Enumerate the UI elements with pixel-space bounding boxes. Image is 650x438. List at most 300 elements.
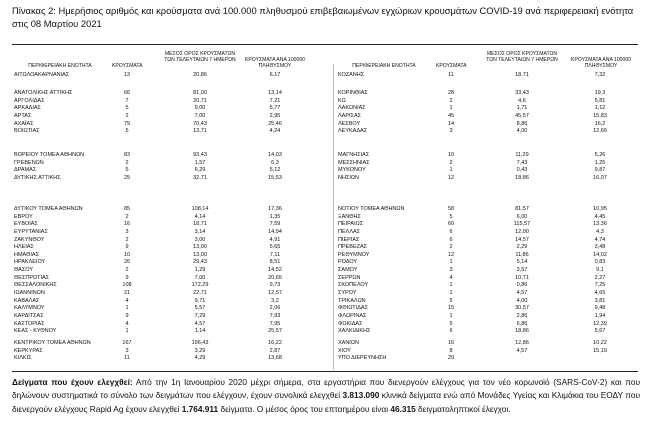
table-row (12, 259, 332, 267)
cell-name: ΣΥΡΟΥ (338, 290, 357, 297)
cell-name: ΙΩΑΝΝΙΝΩΝ (14, 290, 45, 297)
cell-rate: 1,25 (594, 159, 606, 166)
cell-name: ΞΑΝΘΗΣ (338, 213, 361, 220)
cell-cases: 1 (449, 282, 453, 289)
row-group (334, 90, 638, 136)
cell-rate: 0,83 (594, 259, 606, 266)
cell-rate: 16,22 (268, 340, 282, 346)
footer-weekly-mean: 46.315 (390, 403, 416, 414)
cell-mean: 4,6 (518, 97, 526, 104)
cell-name: ΣΕΡΡΩΝ (338, 274, 361, 281)
cell-name: ΚΑΛΥΜΝΟΥ (14, 305, 45, 312)
cell-rate: 3,2 (271, 297, 279, 304)
cell-mean: 1,29 (194, 267, 206, 274)
table-row (12, 355, 332, 363)
table-row (334, 252, 638, 260)
cell-rate: 5,81 (594, 97, 606, 104)
table-row (12, 313, 332, 321)
cell-cases: 79 (123, 120, 131, 127)
cell-mean: 7,43 (516, 159, 528, 166)
cell-rate: 7,93 (269, 312, 281, 319)
table-header-left (12, 50, 332, 72)
cell-mean: 93,43 (193, 152, 207, 158)
cell-cases: 58 (447, 206, 455, 212)
cell-rate: 7,25 (594, 282, 606, 289)
cell-cases: 25 (123, 174, 131, 181)
cell-cases: 5 (449, 297, 453, 304)
table-row (12, 348, 332, 356)
cell-name: ΤΡΙΚΑΛΩΝ (338, 297, 366, 304)
table-title: Πίνακας 2: Ημερήσιος αριθμός και κρούσματα ανά 100.000 πληθυσμού επιβεβαιωμένων εγχώριων κρουσμάτων COVID-19 ανά περιφερειακή ενότητα στις 08 Μαρτίου 2021 (12, 5, 634, 29)
cell-cases: 4 (449, 274, 453, 281)
cell-rate: 14,03 (268, 152, 282, 158)
cell-mean: 20,71 (193, 97, 207, 104)
cell-cases: 83 (123, 152, 131, 158)
table-row (334, 321, 638, 329)
table-row (12, 113, 332, 121)
row-group (334, 340, 638, 363)
cell-name: ΑΝΑΤΟΛΙΚΗΣ ΑΤΤΙΚΗΣ (14, 90, 73, 96)
cell-rate: 8,51 (269, 259, 281, 266)
cell-cases: 5 (449, 320, 453, 327)
cell-mean: 0,43 (516, 167, 528, 174)
cell-mean: 13,00 (193, 251, 207, 258)
cell-mean: 4,00 (516, 128, 528, 135)
cell-mean: 115,57 (513, 221, 531, 228)
cell-name: ΠΙΕΡΙΑΣ (338, 236, 360, 243)
cell-mean: 9,71 (194, 297, 206, 304)
cell-mean: 14,57 (515, 236, 529, 243)
cell-name: ΔΡΑΜΑΣ (14, 167, 37, 174)
cell-mean: 22,71 (193, 290, 207, 297)
cell-mean: 12,00 (515, 228, 529, 235)
cell-name: ΛΕΥΚΑΔΑΣ (338, 128, 368, 135)
cell-rate: 1,12 (594, 105, 606, 112)
cell-cases: 1 (449, 312, 453, 319)
cell-name: ΡΕΘΥΜΝΟΥ (338, 251, 370, 258)
cell-mean: 32,71 (193, 174, 207, 181)
footer-total-tests: 3.813.090 (342, 390, 380, 401)
cell-name: ΘΑΣΟΥ (14, 267, 34, 274)
cell-name: ΔΥΤΙΚΟΥ ΤΟΜΕΑ ΑΘΗΝΩΝ (14, 206, 83, 212)
cell-cases: 1 (449, 105, 453, 112)
title-divider (12, 44, 638, 45)
cell-cases: 9 (125, 312, 129, 319)
table-row (334, 221, 638, 229)
table-row (12, 229, 332, 237)
cell-name: ΡΟΔΟΥ (338, 259, 358, 266)
cell-mean: 3,00 (194, 236, 206, 243)
cell-mean: 3,57 (516, 267, 528, 274)
table-row (334, 175, 638, 183)
row-group (12, 206, 332, 336)
cell-name: ΦΘΙΩΤΙΔΑΣ (338, 305, 368, 312)
cell-name: ΦΛΩΡΙΝΑΣ (338, 312, 367, 319)
footer-text-2: κλινικά δείγματα ενώ από Μονάδες Υγείας και Κλιμάκια του ΕΟΔΥ που διενεργούν ελέγχους Rapid Ag έχουν ελεγχθεί (12, 390, 641, 414)
cell-rate: 7,59 (269, 221, 281, 228)
footer-paragraph (12, 376, 640, 416)
cell-cases: 10 (123, 251, 131, 258)
cell-name: ΜΥΚΟΝΟΥ (338, 167, 366, 174)
cell-cases: 12 (447, 251, 455, 258)
cell-name: ΧΙΟΥ (338, 347, 351, 354)
cell-cases: 1 (449, 259, 453, 266)
table-row (12, 282, 332, 290)
cell-rate: 6,17 (269, 72, 281, 78)
cell-rate: 25,46 (268, 120, 282, 127)
cell-name: ΚΕΑΣ - ΚΥΘΝΟΥ (14, 328, 57, 335)
cell-rate: 17,36 (268, 206, 282, 212)
table-row (12, 328, 332, 336)
cell-cases: 28 (447, 90, 455, 96)
cell-mean: 196,43 (191, 340, 209, 346)
table-row (334, 267, 638, 275)
cell-name: ΠΕΙΡΑΙΩΣ (338, 221, 364, 228)
cell-name: ΚΑΒΑΛΑΣ (14, 297, 40, 304)
header-cases: ΚΡΟΥΣΜΑΤΑ (112, 63, 143, 69)
cell-rate: 7,11 (269, 251, 281, 258)
cell-rate: 1,94 (594, 312, 606, 319)
table-row (12, 267, 332, 275)
table-row (334, 72, 638, 80)
cell-cases: 2 (125, 267, 129, 274)
table-row (12, 98, 332, 106)
cell-name: ΦΩΚΙΔΑΣ (338, 320, 363, 327)
table-row (334, 229, 638, 237)
cell-rate: 5,12 (269, 167, 281, 174)
cell-mean: 29,43 (193, 259, 207, 266)
cell-name: ΚΕΡΚΥΡΑΣ (14, 347, 43, 354)
cell-mean: 13,71 (193, 128, 207, 135)
cell-name: ΜΑΓΝΗΣΙΑΣ (338, 152, 370, 158)
table-row (334, 298, 638, 306)
cell-rate: 5,67 (594, 328, 606, 335)
cell-mean: 9,00 (194, 105, 206, 112)
cell-rate: 15,83 (593, 112, 607, 119)
cell-cases: 9 (125, 274, 129, 281)
cell-rate: 9,1 (596, 267, 604, 274)
cell-cases: 11 (124, 355, 130, 362)
cell-rate: 4,45 (594, 213, 606, 220)
cell-mean: 4,29 (194, 355, 206, 362)
cell-cases: 2 (449, 159, 453, 166)
table-row (12, 167, 332, 175)
footer-text-1: Από την 1η Ιανουαρίου 2020 μέχρι σήμερα, στα εργαστήρια που διενεργούν ελέγχους για τον νέο κορωνοϊό (SARS-CoV-2) και που δηλώνουν συστηματικά το σύνολο των δειγμάτων που ελέγχουν, έχουν συνολικά ελεγχθεί (12, 377, 640, 401)
cell-cases: 1 (125, 328, 129, 335)
header-mean: ΜΕΣΟΣ ΟΡΟΣ ΚΡΟΥΣΜΑΤΩΝ ΤΩΝ ΤΕΛΕΥΤΑΙΩΝ 7 ΗΜΕΡΩΝ (164, 51, 236, 63)
cell-cases: 4 (125, 320, 129, 327)
cell-name: ΣΚΟΠΕΛΟΥ (338, 282, 369, 289)
cell-mean: 0,86 (516, 282, 528, 289)
table-row (12, 105, 332, 113)
table-row (334, 152, 638, 160)
cell-cases: 167 (122, 340, 132, 346)
cell-cases: 66 (123, 90, 131, 96)
cell-mean: 7,29 (194, 312, 206, 319)
table-row (12, 152, 332, 160)
table-row (12, 72, 332, 80)
cell-cases: 3 (449, 267, 453, 274)
table-row (12, 244, 332, 252)
cell-mean: 20,86 (193, 72, 207, 78)
cell-name: ΛΑΚΩΝΙΑΣ (338, 105, 366, 112)
table-row (12, 340, 332, 348)
cell-mean: 13,00 (193, 244, 207, 251)
cell-rate: 20,65 (268, 274, 282, 281)
cell-rate: 9,73 (269, 282, 281, 289)
table-row (12, 206, 332, 214)
table-row (12, 214, 332, 222)
table-row (334, 237, 638, 245)
cell-cases: 29 (447, 355, 455, 362)
cell-mean: 1,57 (194, 159, 206, 166)
table-row (12, 90, 332, 98)
cell-cases: 8 (449, 347, 453, 354)
row-group (334, 72, 638, 80)
cell-rate: 3,48 (594, 244, 606, 251)
table-row (334, 98, 638, 106)
cell-name: ΒΟΡΕΙΟΥ ΤΟΜΕΑ ΑΘΗΝΩΝ (14, 152, 85, 158)
cell-cases: 9 (125, 244, 129, 251)
cell-cases: 5 (449, 213, 453, 220)
table-row (334, 121, 638, 129)
table-row (334, 282, 638, 290)
cell-name: ΠΕΛΛΑΣ (338, 228, 361, 235)
cell-name: ΔΥΤΙΚΗΣ ΑΤΤΙΚΗΣ (14, 174, 61, 181)
cell-mean: 1,71 (516, 105, 528, 112)
header-rate: ΚΡΟΥΣΜΑΤΑ ΑΝΑ 100000 ΠΛΗΘΥΣΜΟΥ (571, 57, 631, 69)
cell-cases: 2 (449, 244, 453, 251)
cell-mean: 3,14 (194, 228, 206, 235)
cell-rate: 14,52 (268, 267, 282, 274)
cell-name: ΗΜΑΘΙΑΣ (14, 251, 39, 258)
cell-cases: 45 (447, 112, 455, 119)
footer-text-4: δειγματοληπτικοί έλεγχοι. (415, 403, 511, 414)
cell-name: ΚΙΛΚΙΣ (14, 355, 32, 362)
table-row (12, 290, 332, 298)
cell-mean: 30,57 (515, 305, 529, 312)
cell-mean: 5,57 (194, 305, 206, 312)
table-row (12, 128, 332, 136)
cell-name: ΚΩ (338, 97, 346, 104)
header-rate: ΚΡΟΥΣΜΑΤΑ ΑΝΑ 100000 ΠΛΗΘΥΣΜΟΥ (245, 57, 305, 69)
cell-cases: 6 (449, 328, 453, 335)
cell-rate: 2,95 (269, 112, 281, 119)
cell-name: ΖΑΚΥΝΘΟΥ (14, 236, 45, 243)
cell-name: ΒΟΙΩΤΙΑΣ (14, 128, 40, 135)
cell-name: ΕΥΡΥΤΑΝΙΑΣ (14, 228, 48, 235)
cell-cases: 1 (449, 167, 453, 174)
cell-mean: 2,29 (516, 244, 528, 251)
row-group (12, 340, 332, 363)
cell-name: ΚΕΝΤΡΙΚΟΥ ΤΟΜΕΑ ΑΘΗΝΩΝ (14, 340, 91, 346)
cell-cases: 15 (447, 305, 455, 312)
cell-mean: 2,86 (516, 312, 528, 319)
footer-rapid-tests: 1.764.911 (181, 403, 219, 414)
cell-mean: 8,86 (516, 120, 528, 127)
cell-mean: 4,57 (516, 347, 528, 354)
cell-mean: 108,14 (191, 206, 209, 212)
cell-mean: 5,14 (516, 259, 528, 266)
cell-rate: 2,27 (594, 274, 606, 281)
table-row (334, 105, 638, 113)
table-row (12, 160, 332, 168)
cell-mean: 1,14 (194, 328, 206, 335)
center-divider (333, 64, 334, 370)
cell-rate: 16,07 (593, 174, 607, 181)
cell-mean: 172,29 (191, 282, 209, 289)
cell-rate: 2,87 (269, 347, 281, 354)
cell-cases: 12 (447, 174, 455, 181)
cell-rate: 7,21 (269, 97, 281, 104)
cell-cases: 13 (123, 72, 131, 78)
table-row (12, 175, 332, 183)
cell-cases: 14 (447, 120, 455, 127)
cell-name: ΧΑΝΙΩΝ (338, 340, 359, 346)
cell-rate: 4,91 (269, 236, 281, 243)
cell-cases: 3 (125, 228, 129, 235)
cell-cases: 4 (125, 297, 129, 304)
cell-mean: 11,86 (515, 251, 529, 258)
row-group (12, 72, 332, 80)
cell-rate: 6,3 (271, 159, 279, 166)
cell-mean: 33,43 (515, 90, 529, 96)
cell-name: ΚΟΖΑΝΗΣ (338, 72, 365, 78)
table-row (334, 214, 638, 222)
cell-rate: 4,24 (269, 128, 281, 135)
cell-mean: 6,86 (516, 320, 528, 327)
table-row (334, 348, 638, 356)
cell-rate: 12,39 (593, 320, 607, 327)
cell-rate: 15,53 (268, 174, 282, 181)
table-row (334, 305, 638, 313)
cell-rate: 25,57 (268, 328, 282, 335)
cell-rate: 19,3 (594, 90, 606, 96)
cell-name: ΑΡΤΑΣ (14, 112, 32, 119)
row-group (334, 152, 638, 183)
table-row (334, 160, 638, 168)
cell-name: ΗΛΕΙΑΣ (14, 244, 34, 251)
table-row (334, 113, 638, 121)
cell-mean: 18,71 (515, 72, 529, 78)
cell-mean: 11,29 (515, 152, 529, 158)
table-row (12, 237, 332, 245)
cell-rate: 10,95 (593, 206, 607, 212)
table-row (334, 340, 638, 348)
cell-name: ΧΑΛΚΙΔΙΚΗΣ (338, 328, 371, 335)
cell-name: ΑΡΚΑΔΙΑΣ (14, 105, 41, 112)
cell-name: ΜΕΣΣΗΝΙΑΣ (338, 159, 370, 166)
cell-rate: 5,65 (269, 244, 281, 251)
cell-mean: 81,00 (193, 90, 207, 96)
header-mean: ΜΕΣΟΣ ΟΡΟΣ ΚΡΟΥΣΜΑΤΩΝ ΤΩΝ ΤΕΛΕΥΤΑΙΩΝ 7 ΗΜΕΡΩΝ (486, 51, 558, 63)
cell-cases: 5 (125, 128, 129, 135)
table-row (12, 121, 332, 129)
cell-mean: 4,57 (516, 290, 528, 297)
cell-cases: 1 (125, 305, 129, 312)
cell-mean: 18,71 (193, 221, 207, 228)
cell-name: ΝΟΤΙΟΥ ΤΟΜΕΑ ΑΘΗΝΩΝ (338, 206, 405, 212)
cell-mean: 3,29 (194, 347, 206, 354)
row-group (12, 90, 332, 136)
cell-mean: 81,57 (515, 206, 529, 212)
table-row (12, 275, 332, 283)
cell-rate: 12,57 (268, 290, 282, 297)
cell-cases: 11 (448, 72, 454, 78)
cell-name: ΕΒΡΟΥ (14, 213, 33, 220)
cell-rate: 5,26 (594, 152, 606, 158)
cell-cases: 6 (449, 236, 453, 243)
cell-mean: 18,86 (515, 174, 529, 181)
cell-mean: 7,00 (194, 112, 206, 119)
table-row (12, 252, 332, 260)
cell-rate: 2,06 (269, 305, 281, 312)
cell-name: ΛΕΣΒΟΥ (338, 120, 361, 127)
cell-rate: 13,14 (268, 90, 282, 96)
cell-rate: 9,87 (594, 167, 606, 174)
cell-name: ΑΙΤΩΛΟΑΚΑΡΝΑΝΙΑΣ (14, 72, 70, 78)
table-row (334, 128, 638, 136)
cell-rate: 5,77 (269, 105, 281, 112)
table-row (334, 275, 638, 283)
cell-rate: 14,02 (593, 251, 607, 258)
cell-cases: 10 (447, 152, 455, 158)
table-row (12, 305, 332, 313)
table-row (334, 355, 638, 363)
cell-rate: 7,32 (594, 72, 606, 78)
cell-name: ΚΑΣΤΟΡΙΑΣ (14, 320, 45, 327)
table-row (334, 328, 638, 336)
row-group (334, 206, 638, 336)
row-group (12, 152, 332, 183)
cell-rate: 1,35 (269, 213, 281, 220)
table-row (334, 244, 638, 252)
cell-name: ΚΑΡΔΙΤΣΑΣ (14, 312, 44, 319)
table-row (334, 90, 638, 98)
cell-name: ΘΕΣΣΑΛΟΝΙΚΗΣ (14, 282, 57, 289)
cell-cases: 3 (449, 128, 453, 135)
cell-rate: 12,66 (593, 128, 607, 135)
cell-cases: 85 (123, 206, 131, 212)
cell-name: ΗΡΑΚΛΕΙΟΥ (14, 259, 46, 266)
cell-mean: 45,57 (515, 112, 529, 119)
cell-cases: 60 (447, 221, 455, 228)
cell-name: ΑΡΓΟΛΙΔΑΣ (14, 97, 45, 104)
cell-mean: 70,43 (193, 120, 207, 127)
cell-name: ΠΡΕΒΕΖΑΣ (338, 244, 368, 251)
table-row (334, 206, 638, 214)
cell-rate: 13,36 (593, 221, 607, 228)
cell-rate: 15,19 (593, 347, 607, 354)
table-row (12, 221, 332, 229)
cell-rate: 3,81 (594, 297, 606, 304)
cell-rate: 7,95 (269, 320, 281, 327)
cell-mean: 6,00 (516, 213, 528, 220)
cell-cases: 3 (125, 347, 129, 354)
cell-mean: 10,71 (515, 274, 529, 281)
cell-name: ΚΟΡΙΝΘΙΑΣ (338, 90, 368, 96)
header-region: ΠΕΡΙΦΕΡΕΙΑΚΗ ΕΝΟΤΗΤΑ (352, 63, 416, 69)
cell-rate: 4,65 (594, 290, 606, 297)
cell-mean: 7,00 (194, 274, 206, 281)
table-row (334, 313, 638, 321)
table-row (12, 321, 332, 329)
cell-cases: 1 (449, 290, 453, 297)
cell-cases: 21 (123, 290, 131, 297)
cell-cases: 108 (122, 282, 132, 289)
cell-cases: 26 (123, 259, 131, 266)
cell-rate: 4,3 (596, 228, 604, 235)
